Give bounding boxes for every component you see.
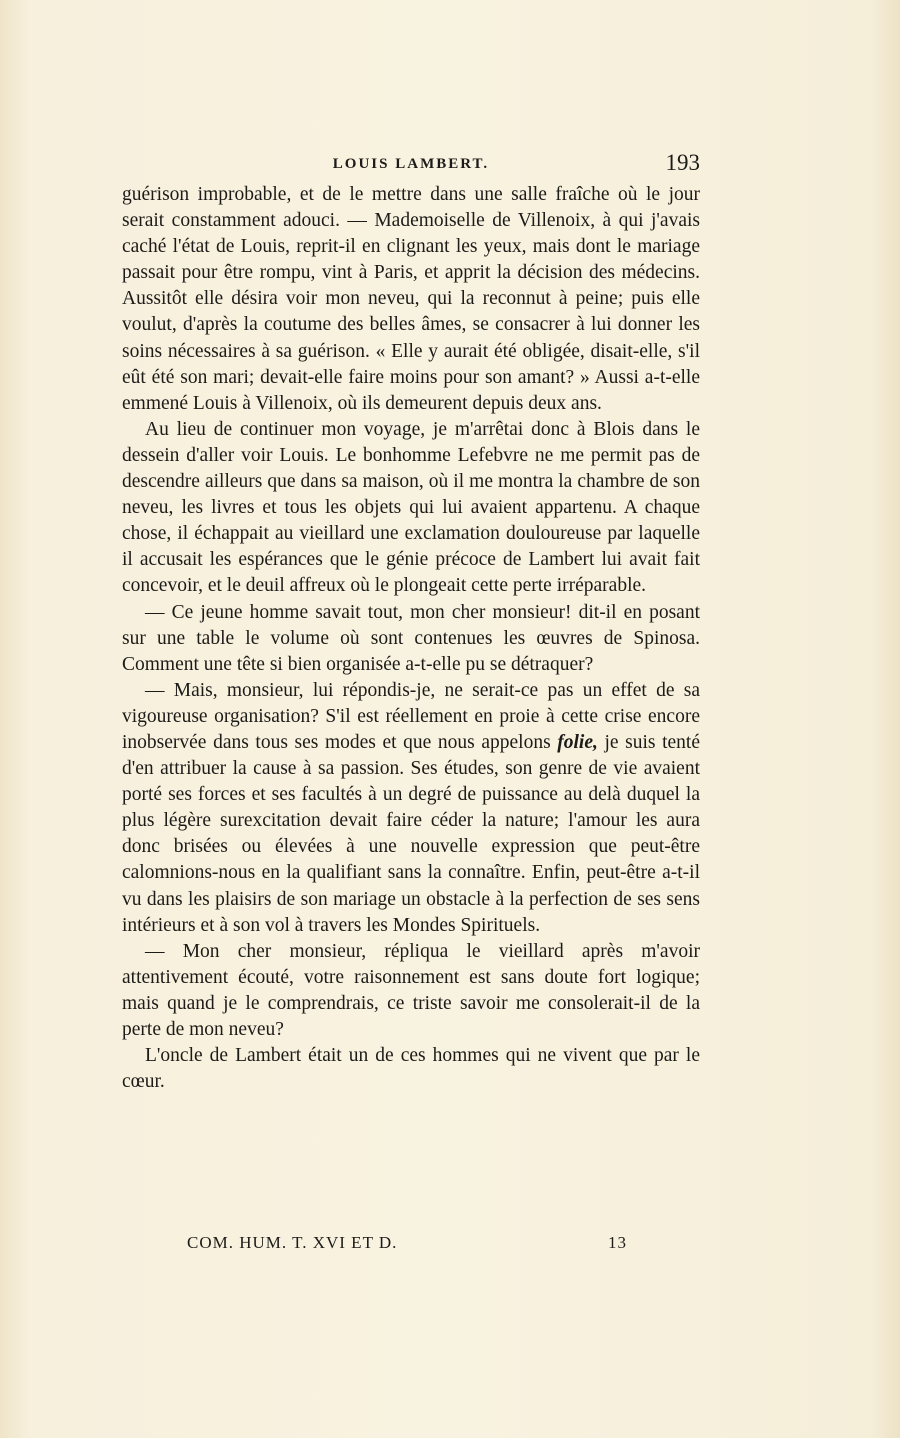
signature-text: COM. HUM. T. XVI ET D. [187,1233,398,1252]
signature-number: 13 [608,1233,627,1252]
body-text [122,182,700,1095]
paragraph-4 [122,678,700,939]
paragraph-4-part-2: je suis tenté d'en attribuer la cause à sa passion. Ses études, son genre de vie avaient porté ses forces et ses facultés à un degré de puissance au delà duquel la plus légère surexcitation devait faire céder la nature; l'amour les aura donc brisées ou élevées à une nouvelle expression que peut-être calomnions-nous en la qualifiant sans la connaître. Enfin, peut-être a-t-il vu dans les plaisirs de son mariage un obstacle à la perfection de ses sens intérieurs et à son vol à travers les Mondes Spirituels. [122,731,701,936]
paragraph-5: — Mon cher monsieur, répliqua le vieillard après m'avoir attentivement écouté, votre raisonnement est sans doute fort logique; mais quand je le comprendrais, ce triste savoir me consolerait-il de la perte de mon neveu? [122,940,700,1040]
italic-word-folie: folie, [557,731,598,753]
paragraph-6: L'oncle de Lambert était un de ces hommes qui ne vivent que par le cœur. [122,1045,700,1093]
paragraph-2: Au lieu de continuer mon voyage, je m'arrêtai donc à Blois dans le dessein d'aller voir Louis. Le bonhomme Lefebvre ne me permit pas de descendre ailleurs que dans sa maison, où il me montra la chambre de son neveu, les livres et tous les objets qui lui avaient appartenu. A chaque chose, il échappait au vieillard une exclamation douloureuse par laquelle il accusait les espérances que le génie précoce de Lambert lui avait fait concevoir, et le deuil affreux où le plongeait cette perte irréparable. [122,418,700,597]
running-title: LOUIS LAMBERT. [332,156,490,172]
running-head [122,150,700,184]
paragraph-4-part-1: — Mais, monsieur, lui répondis-je, ne serait-ce pas un effet de sa vigoureuse organisation? S'il est réellement en proie à cette crise encore inobservée dans tous ses modes et que nous appelons [122,679,700,753]
paragraph-1: guérison improbable, et de le mettre dans une salle fraîche où le jour serait constamment adouci. — Mademoiselle de Villenoix, à qui j'avais caché l'état de Louis, reprit-il en clignant les yeux, mais dont le mariage passait pour être rompu, vint à Paris, et apprit la décision des médecins. Aussitôt elle désira voir mon neveu, qui la reconnut à peine; puis elle voulut, d'après la coutume des belles âmes, se consacrer à lui donner les soins nécessaires à sa guérison. « Elle y aurait été obligée, disait-elle, s'il eût été son mari; devait-elle faire moins pour son amant? » Aussi a-t-elle emmené Louis à Villenoix, où ils demeurent depuis deux ans. [122,184,700,414]
signature-line [187,1233,627,1257]
paragraph-3: — Ce jeune homme savait tout, mon cher monsieur! dit-il en posant sur une table le volume où sont contenues les œuvres de Spinosa. Comment une tête si bien organisée a-t-elle pu se détraquer? [122,601,700,675]
page-number: 193 [665,150,700,175]
